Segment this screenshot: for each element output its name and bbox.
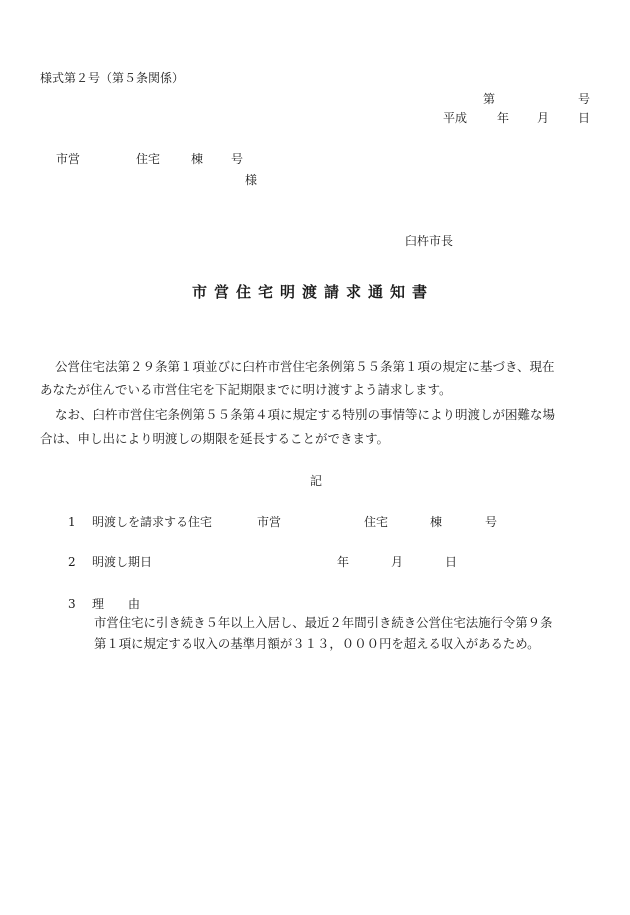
item2-year: 年 (337, 555, 350, 569)
date-month: 月 (537, 111, 550, 125)
form-label: 様式第２号（第５条関係） (40, 71, 185, 85)
item1-number: 1 (68, 515, 76, 529)
item3-reason-line2: 第１項に規定する収入の基準月額が３１３，０００円を超える収入があるため。 (94, 636, 540, 651)
body-p1-line1: 公営住宅法第２９条第１項並びに臼杵市営住宅条例第５５条第１項の規定に基づき、現在 (55, 359, 555, 374)
addressee-city: 市営 (56, 152, 81, 166)
addressee-unit: 号 (231, 152, 244, 166)
item1-city: 市営 (257, 515, 282, 529)
item3-reason-line1: 市営住宅に引き続き５年以上入居し、最近２年間引き続き公営住宅法施行令第９条 (94, 615, 553, 630)
document-title: 市営住宅明渡請求通知書 (192, 283, 435, 301)
date-year: 年 (497, 111, 510, 125)
body-p2-line1: なお、臼杵市営住宅条例第５５条第４項に規定する特別の事情等により明渡しが困難な場 (55, 407, 556, 422)
body-p1-line2: あなたが住んでいる市営住宅を下記期限までに明け渡すよう請求します。 (40, 382, 452, 397)
date-day: 日 (578, 111, 591, 125)
item1-housing: 住宅 (364, 515, 389, 529)
doc-number-suffix: 号 (578, 92, 591, 106)
doc-number-prefix: 第 (483, 92, 496, 106)
item1-label: 明渡しを請求する住宅 (92, 515, 213, 529)
ki-marker: 記 (310, 474, 323, 488)
addressee-honorific: 様 (245, 173, 258, 187)
item3-number: 3 (68, 597, 76, 611)
item2-label: 明渡し期日 (92, 555, 153, 569)
body-p2-line2: 合は、申し出により明渡しの期限を延長することができます。 (40, 431, 390, 446)
addressee-building: 棟 (191, 152, 204, 166)
item1-unit: 号 (485, 515, 498, 529)
item2-number: 2 (68, 555, 76, 569)
issuer: 臼杵市長 (405, 234, 454, 248)
item1-building: 棟 (430, 515, 443, 529)
item3-label: 理 由 (92, 597, 141, 611)
item2-day: 日 (445, 555, 458, 569)
date-era: 平成 (443, 111, 468, 125)
item2-month: 月 (391, 555, 404, 569)
addressee-housing: 住宅 (136, 152, 161, 166)
